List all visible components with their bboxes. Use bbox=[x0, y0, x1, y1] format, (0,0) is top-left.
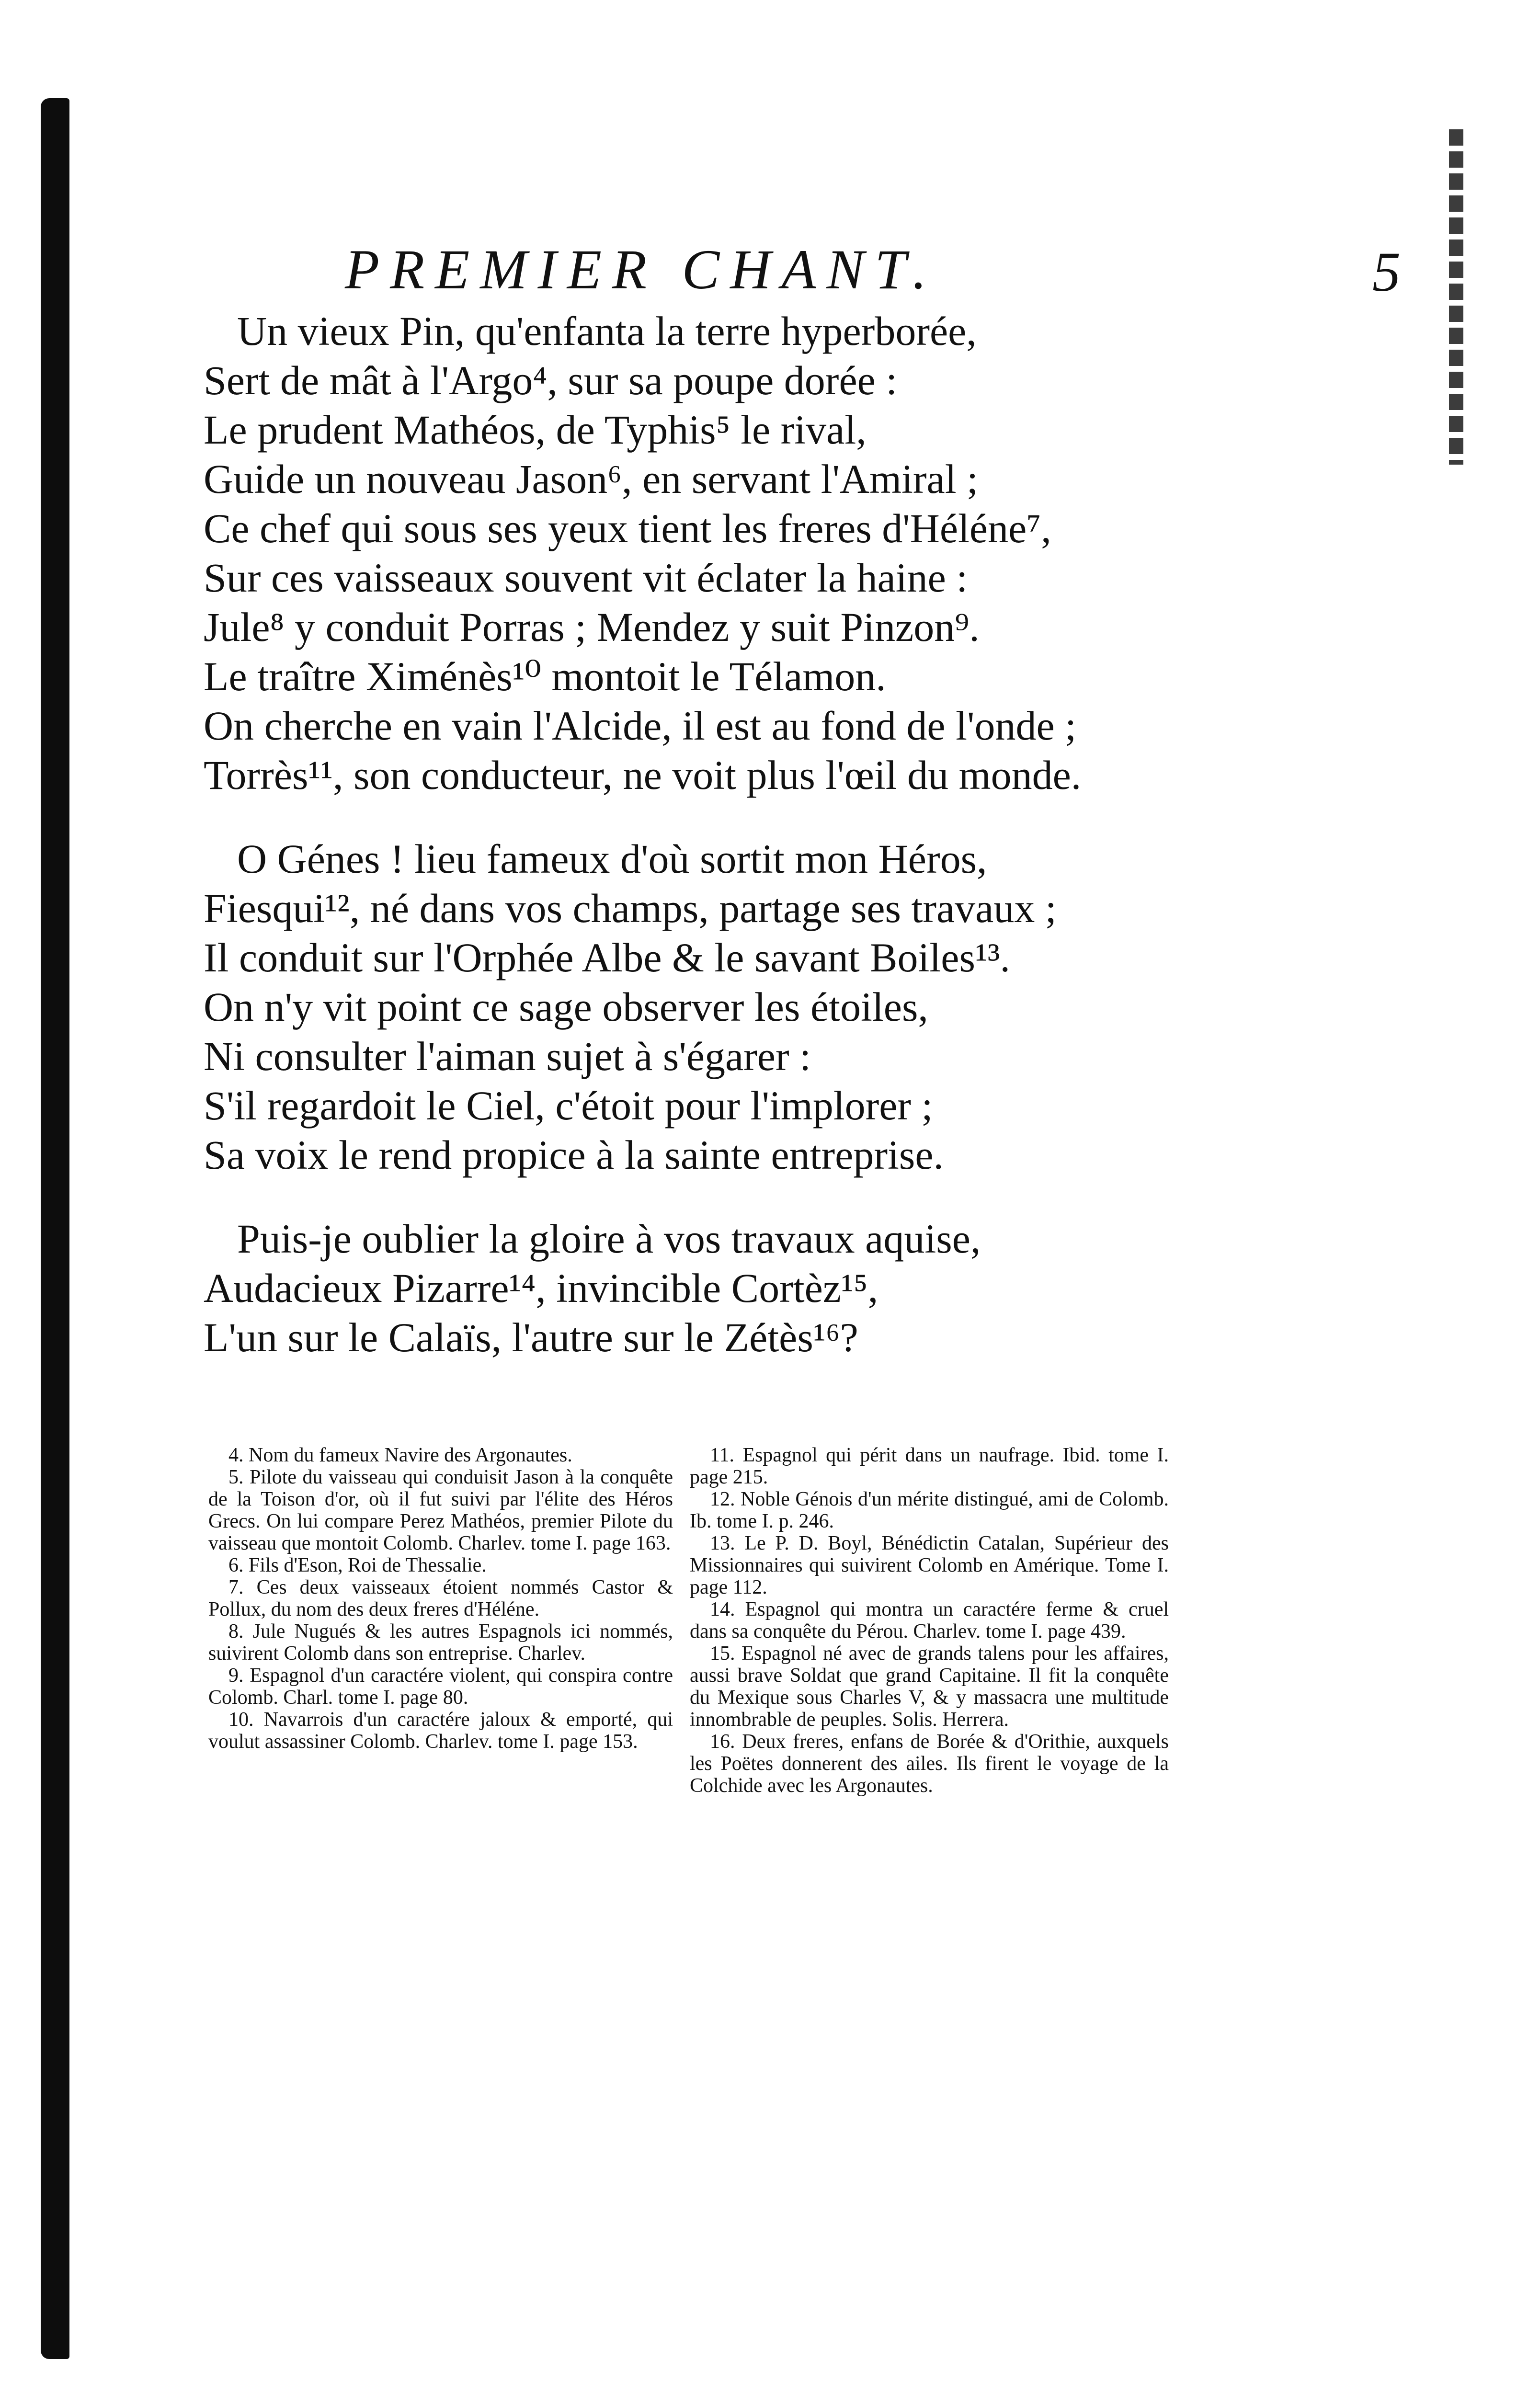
page-number: 5 bbox=[1372, 240, 1401, 303]
footnote: 9. Espagnol d'un caractére violent, qui conspira contre Colomb. Charl. tome I. page 80. bbox=[208, 1665, 673, 1709]
page-edge-mark bbox=[1449, 129, 1463, 465]
verse-line: On cherche en vain l'Alcide, il est au fond de l'onde ; bbox=[204, 703, 1077, 749]
verse-line: Il conduit sur l'Orphée Albe & le savant Boiles¹³. bbox=[204, 935, 1011, 981]
footnote: 16. Deux freres, enfans de Borée & d'Orithie, auxquels les Poëtes donnerent des ailes. Ils firent le voyage de la Colchide avec les Argonautes. bbox=[690, 1731, 1169, 1797]
verse-line: O Génes ! lieu fameux d'où sortit mon Héros, bbox=[237, 836, 987, 882]
verse-line: Le prudent Mathéos, de Typhis⁵ le rival, bbox=[204, 407, 867, 453]
verse-line: Un vieux Pin, qu'enfanta la terre hyperborée, bbox=[237, 308, 977, 354]
verse-line: Ce chef qui sous ses yeux tient les freres d'Héléne⁷, bbox=[204, 505, 1051, 551]
footnote: 7. Ces deux vaisseaux étoient nommés Castor & Pollux, du nom des deux freres d'Héléne. bbox=[208, 1576, 673, 1620]
verse-line: Sur ces vaisseaux souvent vit éclater la haine : bbox=[204, 555, 968, 601]
verse-line: S'il regardoit le Ciel, c'étoit pour l'implorer ; bbox=[204, 1083, 933, 1129]
verse-line: L'un sur le Calaïs, l'autre sur le Zétès¹⁶? bbox=[204, 1314, 858, 1360]
verse-line: Torrès¹¹, son conducteur, ne voit plus l'œil du monde. bbox=[204, 752, 1082, 798]
verse-line: Le traître Ximénès¹⁰ montoit le Télamon. bbox=[204, 653, 886, 699]
footnotes-right-column bbox=[690, 1444, 1169, 1797]
footnote: 11. Espagnol qui périt dans un naufrage. Ibid. tome I. page 215. bbox=[690, 1444, 1169, 1488]
running-head: PREMIER CHANT. bbox=[345, 238, 937, 301]
verse-line: On n'y vit point ce sage observer les étoiles, bbox=[204, 984, 928, 1030]
stanza-2 bbox=[204, 834, 1430, 1180]
verse-line: Jule⁸ y conduit Porras ; Mendez y suit Pinzon⁹. bbox=[204, 604, 980, 650]
verse-line: Sert de mât à l'Argo⁴, sur sa poupe dorée : bbox=[204, 357, 898, 403]
footnotes-left-column bbox=[208, 1444, 673, 1753]
footnote: 12. Noble Génois d'un mérite distingué, ami de Colomb. Ib. tome I. p. 246. bbox=[690, 1488, 1169, 1532]
footnote: 6. Fils d'Eson, Roi de Thessalie. bbox=[228, 1554, 487, 1576]
footnote: 14. Espagnol qui montra un caractére ferme & cruel dans sa conquête du Pérou. Charlev. tome I. page 439. bbox=[690, 1598, 1169, 1642]
footnote: 13. Le P. D. Boyl, Bénédictin Catalan, Supérieur des Missionnaires qui suivirent Colomb en Amérique. Tome I. page 112. bbox=[690, 1532, 1169, 1598]
footnote: 4. Nom du fameux Navire des Argonautes. bbox=[228, 1444, 572, 1466]
stanza-3 bbox=[204, 1214, 1430, 1362]
verse-line: Fiesqui¹², né dans vos champs, partage ses travaux ; bbox=[204, 885, 1057, 931]
verse-body bbox=[204, 307, 1430, 1397]
footnote: 10. Navarrois d'un caractére jaloux & emporté, qui voulut assassiner Colomb. Charlev. tome I. page 153. bbox=[208, 1709, 673, 1753]
footnote: 5. Pilote du vaisseau qui conduisit Jason à la conquête de la Toison d'or, où il fut suivi par l'élite des Héros Grecs. On lui compare Perez Mathéos, premier Pilote du vaisseau que montoit Colomb. Charlev. tome I. page 163. bbox=[208, 1466, 673, 1554]
page-binding-shadow bbox=[41, 98, 69, 2359]
verse-line: Guide un nouveau Jason⁶, en servant l'Amiral ; bbox=[204, 456, 978, 502]
verse-line: Sa voix le rend propice à la sainte entreprise. bbox=[204, 1132, 944, 1178]
stanza-1 bbox=[204, 307, 1430, 800]
verse-line: Puis-je oublier la gloire à vos travaux aquise, bbox=[237, 1216, 981, 1262]
footnote: 8. Jule Nugués & les autres Espagnols ici nommés, suivirent Colomb dans son entreprise. Charlev. bbox=[208, 1620, 673, 1665]
verse-line: Audacieux Pizarre¹⁴, invincible Cortèz¹⁵, bbox=[204, 1265, 878, 1311]
verse-line: Ni consulter l'aiman sujet à s'égarer : bbox=[204, 1033, 811, 1079]
footnote: 15. Espagnol né avec de grands talens pour les affaires, aussi brave Soldat que grand Capitaine. Il fit la conquête du Mexique sous Charles V, & y massacra une multitude innombrable de peuples. Solis. Herrera. bbox=[690, 1642, 1169, 1731]
